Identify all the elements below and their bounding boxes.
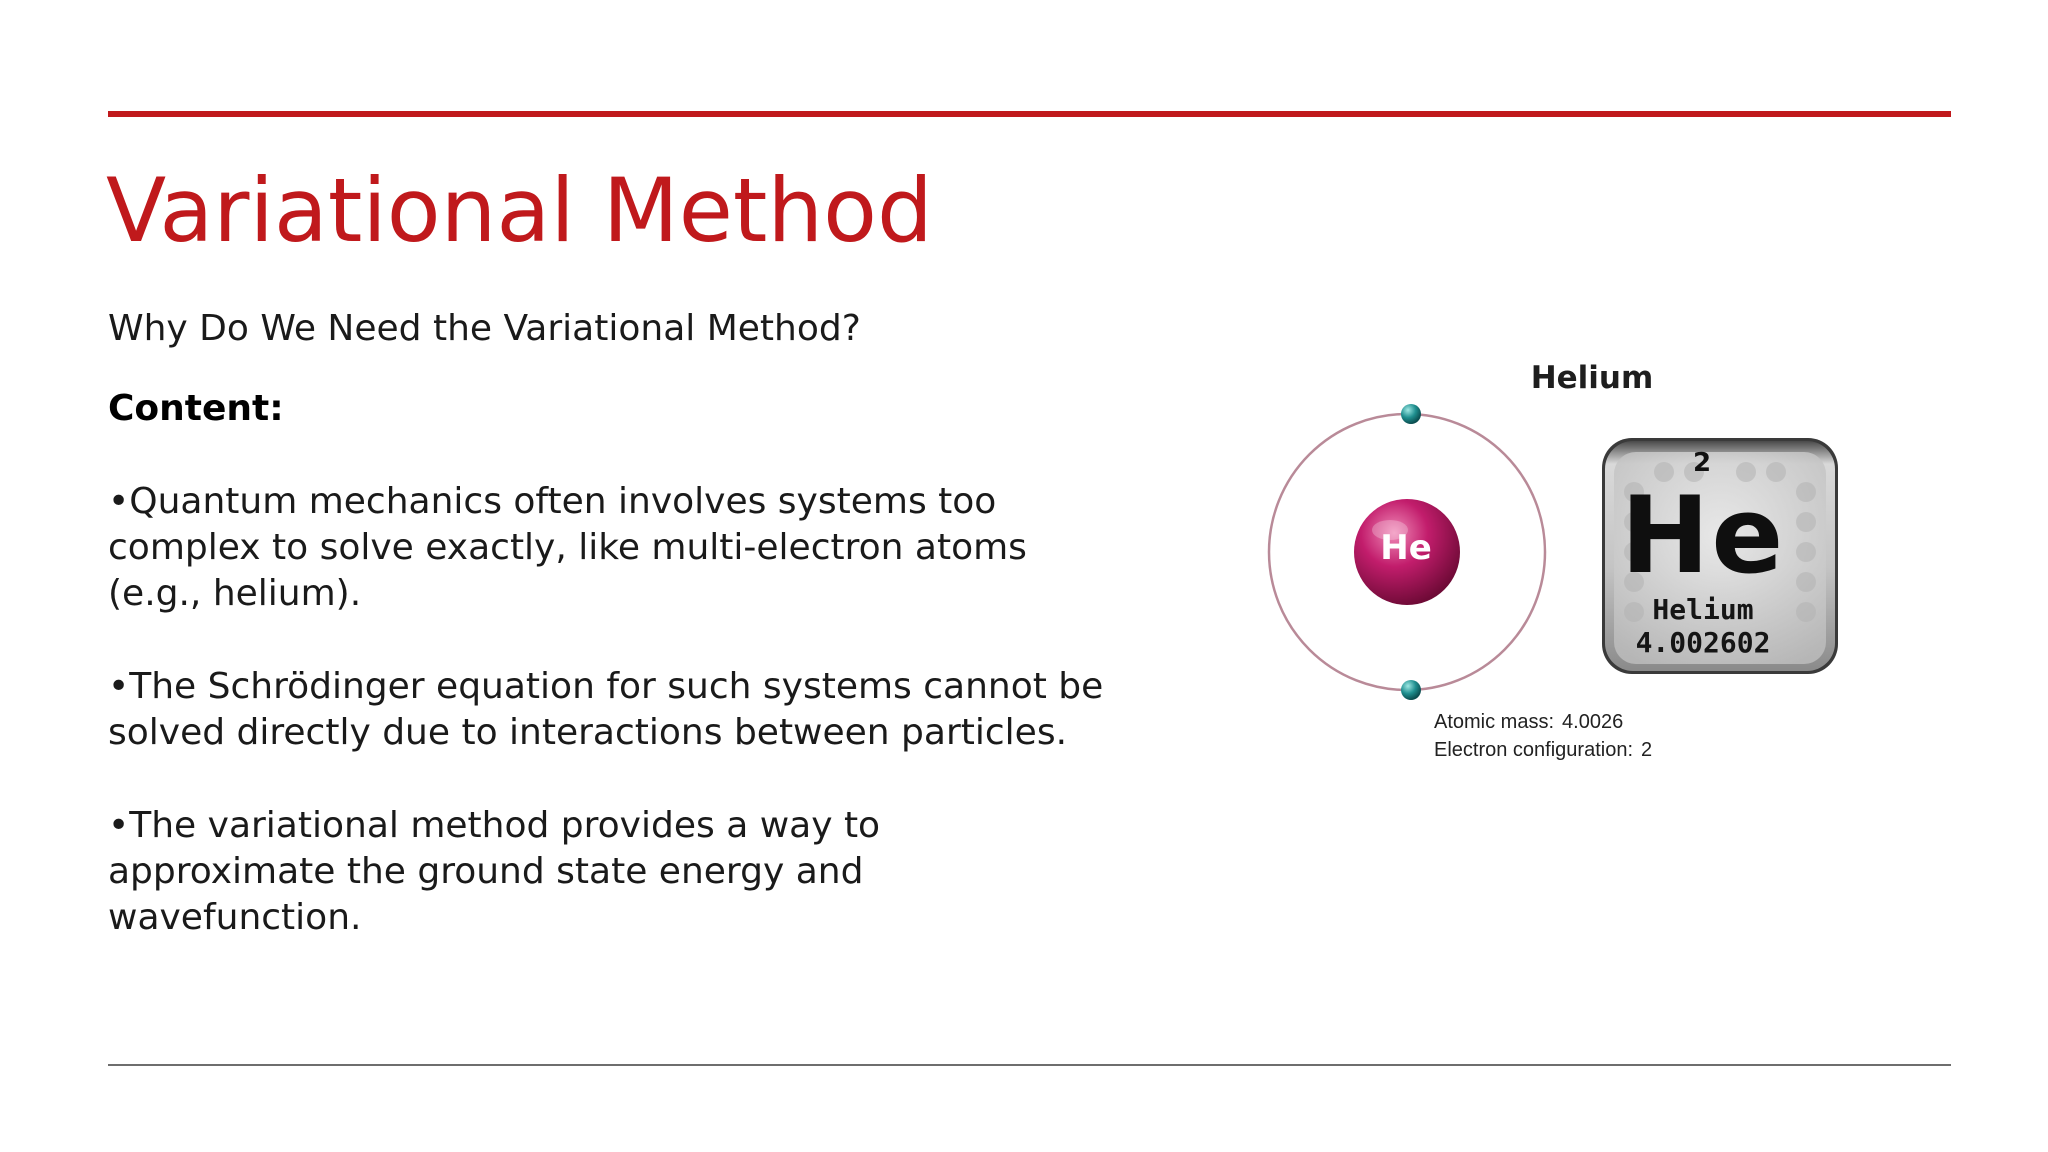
caption-config-value: 2: [1641, 739, 1653, 761]
helium-atom-figure: [1262, 352, 1872, 772]
electron-top: [1401, 404, 1421, 424]
top-accent-rule: [108, 111, 1951, 117]
figure-title: Helium: [1530, 360, 1654, 396]
tile-element-symbol: He: [1620, 474, 1786, 597]
tile-atomic-number: 2: [1692, 448, 1712, 478]
tile-element-name: Helium: [1652, 593, 1754, 626]
nucleus-label: He: [1380, 528, 1432, 568]
caption-mass-value: 4.0026: [1562, 711, 1624, 733]
bullet-item-3: •The variational method provides a way to approximate the ground state energy and wavefunction.: [108, 805, 881, 938]
slide-subtitle: Why Do We Need the Variational Method?: [108, 308, 861, 349]
caption-mass-label: Atomic mass:: [1434, 711, 1555, 733]
bottom-rule: [108, 1064, 1951, 1066]
caption-electron-configuration: [1434, 737, 1652, 763]
slide-title: Variational Method: [106, 159, 933, 262]
caption-atomic-mass: [1434, 709, 1623, 735]
caption-config-label: Electron configuration:: [1434, 739, 1634, 761]
bullet-item-1: •Quantum mechanics often involves systems too complex to solve exactly, like multi-electron atoms (e.g., helium).: [108, 481, 1027, 614]
tile-atomic-mass: 4.002602: [1635, 626, 1771, 659]
bullet-item-2: •The Schrödinger equation for such systems cannot be solved directly due to interactions between particles.: [108, 666, 1104, 753]
content-label: Content:: [108, 388, 284, 429]
electron-bottom: [1401, 680, 1421, 700]
